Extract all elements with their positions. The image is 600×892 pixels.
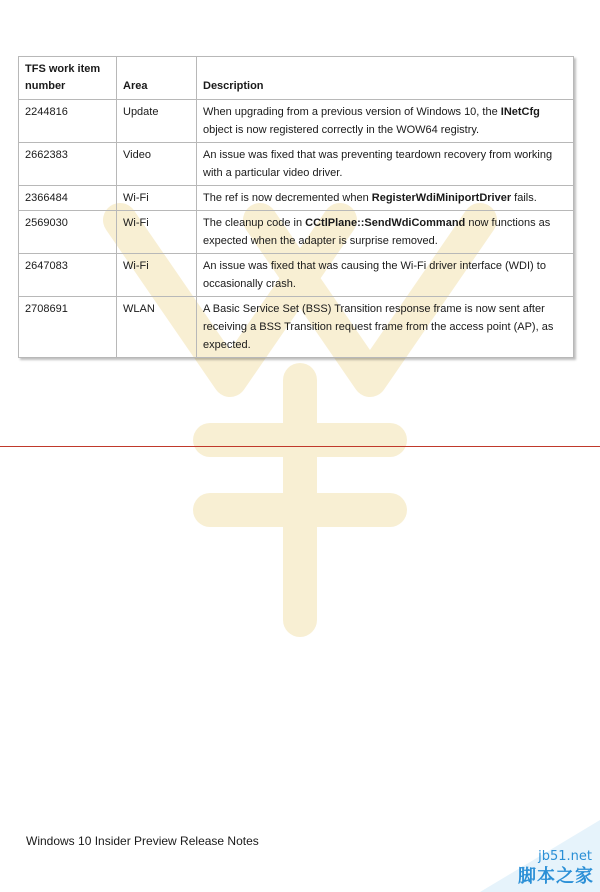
area-cell: Wi-Fi — [117, 211, 197, 254]
description-text: fails. — [511, 192, 537, 204]
table-row — [19, 186, 574, 211]
work-item-id: 2647083 — [19, 254, 117, 297]
badge-brand-text: 脚本之家 — [518, 866, 594, 887]
header-area: Area — [117, 57, 197, 100]
table-row — [19, 143, 574, 186]
description-code-term: RegisterWdiMiniportDriver — [371, 192, 512, 204]
work-item-id: 2244816 — [19, 100, 117, 143]
header-tfs-work-item: TFS work item number — [19, 57, 117, 100]
work-item-id: 2366484 — [19, 186, 117, 211]
work-item-id: 2662383 — [19, 143, 117, 186]
description-text: When upgrading from a previous version of Windows 10, the — [203, 106, 501, 118]
table-row — [19, 211, 574, 254]
table-header-row — [19, 57, 574, 100]
description-code-term: INetCfg — [500, 106, 540, 118]
area-cell: Wi-Fi — [117, 254, 197, 297]
description-cell — [197, 297, 574, 358]
table-row — [19, 100, 574, 143]
area-cell: Update — [117, 100, 197, 143]
description-text: A Basic Service Set (BSS) Transition response frame is now sent after receiving a BSS Transition request frame from the access point (AP), as expected. — [203, 303, 554, 351]
description-cell — [197, 186, 574, 211]
site-watermark-badge — [480, 820, 600, 892]
description-text: object is now registered correctly in the WOW64 registry. — [203, 124, 480, 136]
description-text: The cleanup code in — [203, 217, 306, 229]
work-item-id: 2708691 — [19, 297, 117, 358]
description-cell — [197, 100, 574, 143]
description-text: The ref is now decremented when — [203, 192, 372, 204]
section-divider — [0, 446, 600, 447]
table-row — [19, 254, 574, 297]
area-cell: Video — [117, 143, 197, 186]
release-notes-table — [18, 56, 574, 358]
header-description: Description — [197, 57, 574, 100]
area-cell: WLAN — [117, 297, 197, 358]
work-item-id: 2569030 — [19, 211, 117, 254]
description-cell — [197, 211, 574, 254]
table-row — [19, 297, 574, 358]
description-cell — [197, 254, 574, 297]
description-cell — [197, 143, 574, 186]
description-code-term: CCtlPlane::SendWdiCommand — [305, 217, 466, 229]
page-footer: Windows 10 Insider Preview Release Notes — [26, 834, 259, 848]
description-text: An issue was fixed that was preventing teardown recovery from working with a particular video driver. — [203, 149, 553, 179]
area-cell: Wi-Fi — [117, 186, 197, 211]
badge-site-text: jb51.net — [538, 849, 592, 864]
description-text: now functions as expected when the adapter is surprise removed. — [203, 217, 551, 247]
description-text: An issue was fixed that was causing the Wi-Fi driver interface (WDI) to occasionally crash. — [203, 260, 546, 290]
